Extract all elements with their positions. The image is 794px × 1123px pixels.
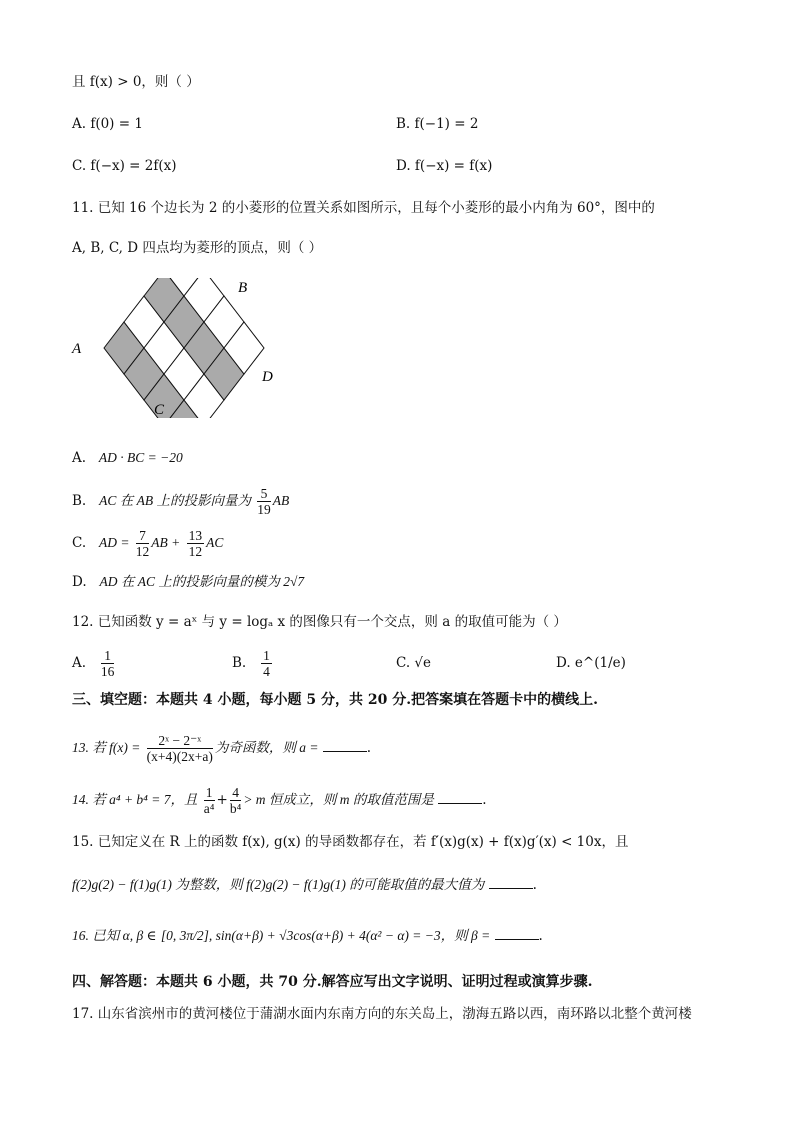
q13-suffix: 为奇函数，则 a = (214, 740, 319, 755)
q11-stem-line2: A, B, C, D 四点均为菱形的顶点，则（ ） (72, 240, 323, 256)
q12-option-a (72, 646, 116, 680)
q11-option-b (72, 484, 289, 518)
fraction-numerator: 4 (230, 785, 241, 801)
q11-option-a-expr: AD · BC = −20 (98, 450, 183, 465)
q11-option-c-lhs: AD = (99, 535, 130, 550)
q14-fraction1 (204, 785, 215, 816)
section-4-heading: 四、解答题：本题共 6 小题，共 70 分.解答应写出文字说明、证明过程或演算步骤. (72, 974, 593, 990)
q14-end: . (482, 792, 487, 808)
q15-answer-blank[interactable] (489, 874, 533, 889)
q14-answer-blank[interactable] (438, 789, 482, 804)
fraction-denominator: 12 (188, 544, 203, 559)
q16-end: . (538, 928, 543, 944)
fraction-numerator: 1 (101, 648, 115, 664)
q12-stem: 12. 已知函数 y = aˣ 与 y = logₐ x 的图像只有一个交点，则 a 的取值可能为（ ） (72, 614, 567, 630)
rhombus-grid-diagram (70, 278, 300, 418)
q10-option-a: A. f(0) = 1 (72, 116, 143, 132)
q11-option-c (72, 526, 223, 560)
fraction-denominator: (x+4)(2x+a) (146, 749, 213, 764)
fraction-numerator: 1 (263, 648, 270, 663)
q11-stem-line1: 11. 已知 16 个边长为 2 的小菱形的位置关系如图所示，且每个小菱形的最小内角为 60°，图中的 (72, 200, 655, 216)
q11-option-a (72, 448, 183, 468)
fraction-denominator: 12 (135, 544, 150, 559)
label-b: B (238, 280, 248, 296)
fraction-numerator: 5 (257, 486, 271, 502)
q16-answer-blank[interactable] (495, 925, 539, 940)
q14 (72, 780, 487, 820)
fraction-numerator: 7 (136, 528, 150, 544)
q16-prefix: 16. 已知 α, β ∈ (72, 928, 157, 943)
q11-option-b-text: AC 在 AB 上的投影向量为 (99, 493, 251, 508)
rhombus-tiles (104, 278, 264, 418)
q12-option-b-fraction (261, 648, 272, 679)
q10-stem-tail: 且 f(x) > 0，则（ ） (72, 74, 200, 90)
q11-option-d (72, 572, 304, 592)
q12-option-b (232, 646, 274, 680)
q12-option-a-fraction (101, 648, 115, 679)
q16-suffix: , sin(α+β) + √3cos(α+β) + 4(α² − α) = −3，则 β = (208, 928, 491, 943)
q11-option-b-letter: B. (72, 493, 87, 509)
q11-option-c-vec1: AB + (151, 535, 181, 550)
q12-option-d: D. e^(1/e) (556, 655, 626, 671)
q13 (72, 728, 371, 768)
q14-plus: + (216, 792, 228, 808)
label-d: D (262, 369, 273, 385)
q16 (72, 916, 543, 956)
q11-option-c-letter: C. (72, 535, 87, 551)
section-3-heading: 三、填空题：本题共 4 小题，每小题 5 分，共 20 分.把答案填在答题卡中的横线上. (72, 692, 598, 708)
q15-line2-text: f(2)g(2) − f(1)g(1) 为整数，则 f(2)g(2) − f(1)g(1) 的可能取值的最大值为 (72, 877, 485, 892)
fraction-numerator: 1 (205, 785, 213, 800)
q10-option-b: B. f(−1) = 2 (396, 116, 479, 132)
q14-fraction2 (230, 785, 241, 816)
fraction-numerator: 2ˣ − 2⁻ˣ (147, 733, 213, 749)
q11-option-d-letter: D. (72, 574, 87, 590)
q11-option-a-letter: A. (72, 450, 87, 466)
fraction-denominator: 19 (257, 502, 271, 517)
q13-fraction (147, 733, 213, 764)
q15-line2 (72, 874, 537, 895)
q12-option-b-letter: B. (232, 655, 247, 671)
q11-option-b-vector: AB (272, 493, 290, 508)
q16-interval: [0, 3π/2] (160, 928, 209, 943)
label-a: A (72, 341, 82, 357)
fraction-denominator: a⁴ (203, 801, 215, 816)
q17-stem: 17. 山东省滨州市的黄河楼位于蒲湖水面内东南方向的东关岛上，渤海五路以西，南环路以北整个黄河楼 (72, 1006, 692, 1022)
fraction-denominator: b⁴ (229, 801, 242, 816)
fraction-denominator: 16 (100, 664, 115, 679)
label-c: C (154, 402, 165, 418)
q11-option-c-fraction1 (136, 528, 150, 559)
q13-answer-blank[interactable] (323, 737, 367, 752)
q11-option-c-fraction2 (187, 528, 205, 559)
q15-end: . (532, 877, 537, 893)
q11-option-c-vec2: AC (206, 535, 224, 550)
q11-option-d-expr: AD 在 AC 上的投影向量的模为 2√7 (99, 574, 305, 589)
q14-suffix: > m 恒成立，则 m 的取值范围是 (243, 792, 434, 807)
fraction-numerator: 13 (188, 528, 203, 543)
rhombus-figure (70, 278, 300, 422)
q11-option-b-fraction (257, 486, 271, 517)
q12-option-a-letter: A. (72, 655, 87, 671)
q13-end: . (366, 740, 372, 756)
q10-option-c: C. f(−x) = 2f(x) (72, 158, 177, 174)
q15-line1: 15. 已知定义在 R 上的函数 f(x), g(x) 的导函数都存在，若 f′(x)g(x) + f(x)g′(x) < 10x，且 (72, 834, 629, 850)
q14-prefix: 14. 若 a⁴ + b⁴ = 7，且 (72, 792, 198, 807)
q12-option-c: C. √e (396, 655, 432, 671)
q10-option-d: D. f(−x) = f(x) (396, 158, 493, 174)
fraction-denominator: 4 (263, 664, 270, 679)
q13-prefix: 13. 若 f(x) = (72, 740, 141, 755)
